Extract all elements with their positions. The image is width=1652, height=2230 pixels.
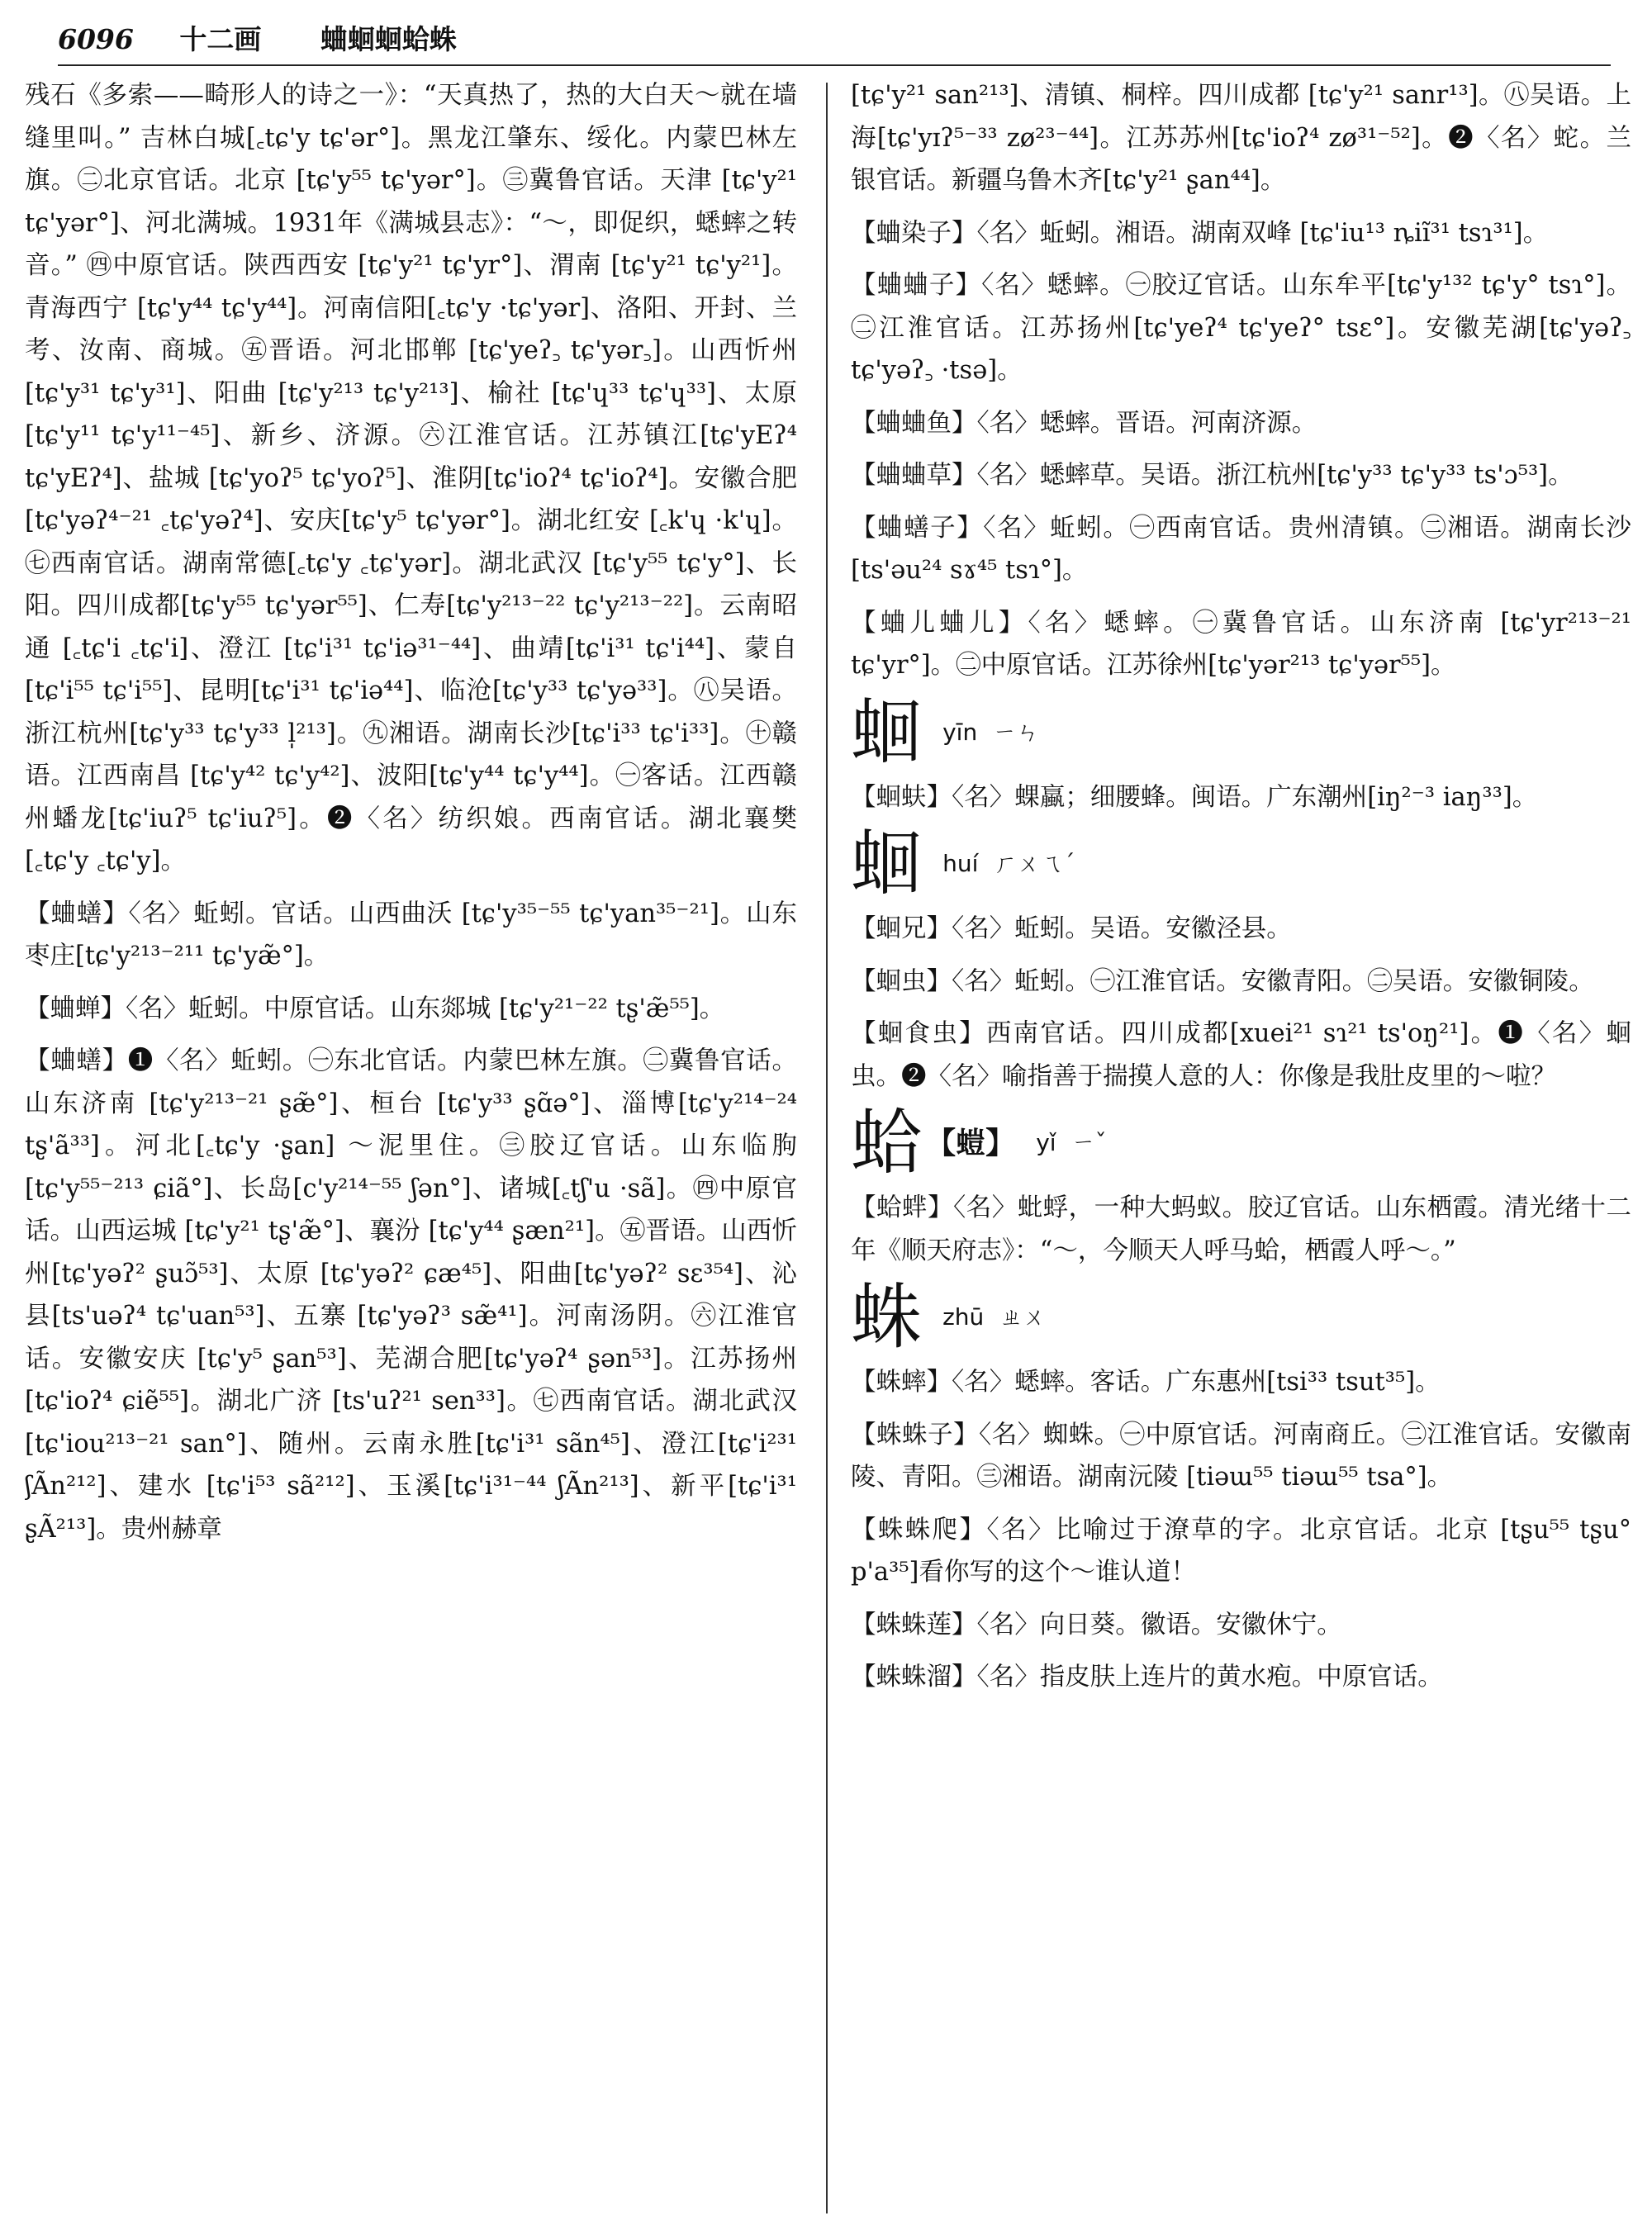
entry-text: 【蛐蟮】❶〈名〉蚯蚓。㊀东北官话。内蒙巴林左旗。㊁冀鲁官话。山东济南 [tɕ'y²¹³⁻²¹ ʂæ̃°]、桓台 [tɕ'y³³ ʂɑ̃ə°]、淄博[tɕ'y²¹⁴⁻²⁴ tʂ'ã³³]。河北[꜀tɕ'y ·ʂan] ～泥里住。㊂胶辽官话。山东临朐[tɕ'y⁵⁵⁻²¹³ ɕiã°]、长岛[c'y²¹⁴⁻⁵⁵ ʃən°]、诸城[꜀tʃ'u ·sã]。㊃中原官话。山西运城 [tɕ'y²¹ tʂ'æ̃°]、襄汾 [tɕ'y⁴⁴ ʂæn²¹]。㊄晋语。山西忻州[tɕ'yəʔ² ʂuɔ̃⁵³]、太原 [tɕ'yəʔ² ɕæ⁴⁵]、阳曲[tɕ'yəʔ² sɛ³⁵⁴]、沁县[ts'uəʔ⁴ tɕ'uan⁵³]、五寨 [tɕ'yəʔ³ sæ̃⁴¹]。河南汤阴。㊅江淮官话。安徽安庆 [tɕ'y⁵ ʂan⁵³]、芜湖合肥[tɕ'yəʔ⁴ ʂən⁵³]。江苏扬州 [tɕ'ioʔ⁴ ɕiẽ⁵⁵]。湖北广济 [ts'uʔ²¹ sen³³]。㊆西南官话。湖北武汉[tɕ'iou²¹³⁻²¹ san°]、随州。云南永胜[tɕ'i³¹ sãn⁴⁵]、澄江[tɕ'i²³¹ ʃÃn²¹²]、建水 [tɕ'i⁵³ sã²¹²]、玉溪[tɕ'i³¹⁻⁴⁴ ʃÃn²¹³]、新平[tɕ'i³¹ ʂÃ²¹³]。贵州赫章 <box>25 1046 797 1544</box>
entry-text: 【蛔虫】〈名〉蚯蚓。㊀江淮官话。安徽青阳。㊁吴语。安徽铜陵。 <box>851 966 1594 996</box>
entry-text: 【蛔兄】〈名〉蚯蚓。吴语。安徽泾县。 <box>851 914 1292 943</box>
headword-zhuyin: ㄏㄨㄟˊ <box>994 850 1075 877</box>
headword-hui <box>851 823 1631 905</box>
header-rule <box>58 64 1611 66</box>
headword-pinyin: yǐ <box>1036 1129 1056 1156</box>
entry-text: 【蛐蛐鱼】〈名〉蟋蟀。晋语。河南济源。 <box>851 408 1317 438</box>
headword-zhuyin: ㄧˇ <box>1071 1129 1107 1156</box>
page-number: 6096 <box>58 23 134 55</box>
headword-char: 蛔 <box>851 823 922 905</box>
right-column <box>851 74 1631 2222</box>
stroke-section: 十二画 <box>179 23 262 55</box>
entry-text: 【蛐蝉】〈名〉蚯蚓。中原官话。山东郯城 [tɕ'y²¹⁻²² tʂ'æ̃⁵⁵]。 <box>25 994 725 1023</box>
entry-text: 【蛛蛛溜】〈名〉指皮肤上连片的黄水疱。中原官话。 <box>851 1663 1443 1691</box>
entry-text: [tɕ'y²¹ san²¹³]、清镇、桐梓。四川成都 [tɕ'y²¹ sanr¹³]。㊇吴语。上海[tɕ'yɪʔ⁵⁻³³ zø²³⁻⁴⁴]。江苏苏州[tɕ'ioʔ⁴ zø³¹⁻⁵²]。❷〈名〉蛇。兰银官话。新疆乌鲁木齐[tɕ'y²¹ ʂan⁴⁴]。 <box>851 81 1631 195</box>
entry-text: 【蛔食虫】西南官话。四川成都[xuei²¹ sɿ²¹ ts'oŋ²¹]。❶〈名〉蛔虫。❷〈名〉喻指善于揣摸人意的人：你像是我肚皮里的～啦？ <box>851 1019 1631 1091</box>
headword-zhu <box>851 1276 1631 1359</box>
headword-yin <box>851 690 1631 774</box>
entry-text: 【蛛蛛莲】〈名〉向日葵。徽语。安徽休宁。 <box>851 1610 1342 1639</box>
header-chars: 蛐蛔蛔蛤蛛 <box>320 23 457 55</box>
headword-pinyin: huí <box>942 850 979 877</box>
headword-zhuyin: ㄧㄣ <box>993 718 1040 746</box>
headword-pinyin: yīn <box>942 718 978 746</box>
entry-text: 【蛐蛐子】〈名〉蟋蟀。㊀胶辽官话。山东牟平[tɕ'y¹³² tɕ'y° tsɿ°]。㊁江淮官话。江苏扬州[tɕ'yeʔ⁴ tɕ'yeʔ° tsɛ°]。安徽芜湖[tɕ'yəʔ꜆ tɕ'yəʔ꜆ ·tsə]。 <box>851 271 1631 385</box>
headword-char: 蛤 <box>851 1102 922 1184</box>
entry-text: 【蛛蛛爬】〈名〉比喻过于潦草的字。北京官话。北京 [tʂu⁵⁵ tʂu° p'a³⁵]看你写的这个～谁认道！ <box>851 1515 1631 1587</box>
entry-text: 【蛛蟀】〈名〉蟋蟀。客话。广东惠州[tsi³³ tsut³⁵]。 <box>851 1368 1441 1397</box>
page-header <box>58 18 1611 68</box>
entry-text: 【蛔蚨】〈名〉蜾蠃；细腰蜂。闽语。广东潮州[iŋ²⁻³ iaŋ³³]。 <box>851 782 1538 812</box>
headword-pinyin: zhū <box>942 1303 985 1331</box>
column-divider <box>826 83 828 2213</box>
entry-text: 【蛐蛐草】〈名〉蟋蟀草。吴语。浙江杭州[tɕ'y³³ tɕ'y³³ ts'ɔ⁵³]。 <box>851 461 1574 490</box>
entry-text: 【蛐儿蛐儿】〈名〉蟋蟀。㊀冀鲁官话。山东济南 [tɕ'yr²¹³⁻²¹ tɕ'yr°]。㊁中原官话。江苏徐州[tɕ'yər²¹³ tɕ'yər⁵⁵]。 <box>851 608 1631 680</box>
headword-zhuyin: ㄓㄨ <box>999 1303 1047 1331</box>
entry-text: 【蛐染子】〈名〉蚯蚓。湘语。湖南双峰 [tɕ'iu¹³ ȵiĩ³¹ tsɿ³¹]。 <box>851 218 1549 248</box>
entry-text: 【蛐蟮子】〈名〉蚯蚓。㊀西南官话。贵州清镇。㊁湘语。湖南长沙[ts'əu²⁴ sɤ⁴⁵ tsɿ°]。 <box>851 513 1631 585</box>
headword-char: 蛛 <box>851 1276 922 1359</box>
entry-text: 【蛛蛛子】〈名〉蜘蛛。㊀中原官话。河南商丘。㊁江淮官话。安徽南陵、青阳。㊂湘语。湖南沅陵 [tiəɯ⁵⁵ tiəɯ⁵⁵ tsa°]。 <box>851 1420 1631 1492</box>
entry-text: 【蛐蟮】〈名〉蚯蚓。官话。山西曲沃 [tɕ'y³⁵⁻⁵⁵ tɕ'yan³⁵⁻²¹]。山东枣庄[tɕ'y²¹³⁻²¹¹ tɕ'yæ̃°]。 <box>25 899 797 970</box>
headword-yi <box>851 1102 1631 1184</box>
entry-text: 【蛤蝆】〈名〉蚍蜉，一种大蚂蚁。胶辽官话。山东栖霞。清光绪十二年《顺天府志》：“～，今顺天人呼马蛤，栖霞人呼～。” <box>851 1193 1631 1265</box>
left-column <box>25 74 797 2222</box>
entry-text: 残石《多索——畸形人的诗之一》：“天真热了，热的大白天～就在墙缝里叫。” 吉林白城[꜀tɕ'y tɕ'ər°]。黑龙江肇东、绥化。内蒙巴林左旗。㊁北京官话。北京 [tɕ'y⁵⁵ tɕ'yər°]。㊂冀鲁官话。天津 [tɕ'y²¹ tɕ'yər°]、河北满城。1931年《满城县志》：“～，即促织，蟋蟀之转音。” ㊃中原官话。陕西西安 [tɕ'y²¹ tɕ'yr°]、渭南 [tɕ'y²¹ tɕ'y²¹]。青海西宁 [tɕ'y⁴⁴ tɕ'y⁴⁴]。河南信阳[꜀tɕ'y ·tɕ'yər]、洛阳、开封、兰考、汝南、商城。㊄晋语。河北邯郸 [tɕ'yeʔ꜆ tɕ'yər꜆]。山西忻州[tɕ'y³¹ tɕ'y³¹]、阳曲 [tɕ'y²¹³ tɕ'y²¹³]、榆社 [tɕ'ɥ³³ tɕ'ɥ³³]、太原 [tɕ'y¹¹ tɕ'y¹¹⁻⁴⁵]、新乡、济源。㊅江淮官话。江苏镇江[tɕ'yEʔ⁴ tɕ'yEʔ⁴]、盐城 [tɕ'yoʔ⁵ tɕ'yoʔ⁵]、淮阴[tɕ'ioʔ⁴ tɕ'ioʔ⁴]。安徽合肥[tɕ'yəʔ⁴⁻²¹ ꜀tɕ'yəʔ⁴]、安庆[tɕ'y⁵ tɕ'yər°]。湖北红安 [꜀k'ɥ ·k'ɥ]。㊆西南官话。湖南常德[꜀tɕ'y ꜀tɕ'yər]。湖北武汉 [tɕ'y⁵⁵ tɕ'y°]、长阳。四川成都[tɕ'y⁵⁵ tɕ'yər⁵⁵]、仁寿[tɕ'y²¹³⁻²² tɕ'y²¹³⁻²²]。云南昭通 [꜀tɕ'i ꜀tɕ'i]、澄江 [tɕ'i³¹ tɕ'iə³¹⁻⁴⁴]、曲靖[tɕ'i³¹ tɕ'i⁴⁴]、蒙自[tɕ'i⁵⁵ tɕ'i⁵⁵]、昆明[tɕ'i³¹ tɕ'iə⁴⁴]、临沧[tɕ'y³³ tɕ'yə³³]。㊇吴语。浙江杭州[tɕ'y³³ tɕ'y³³ l̩²¹³]。㊈湘语。湖南长沙[tɕ'i³³ tɕ'i³³]。㊉赣语。江西南昌 [tɕ'y⁴² tɕ'y⁴²]、波阳[tɕ'y⁴⁴ tɕ'y⁴⁴]。㊀客话。江西赣州蟠龙[tɕ'iuʔ⁵ tɕ'iuʔ⁵]。❷〈名〉纺织娘。西南官话。湖北襄樊[꜀tɕ'y ꜀tɕ'y]。 <box>25 81 797 875</box>
headword-char: 蛔 <box>851 690 922 774</box>
headword-variant: 【螘】 <box>926 1126 1016 1160</box>
